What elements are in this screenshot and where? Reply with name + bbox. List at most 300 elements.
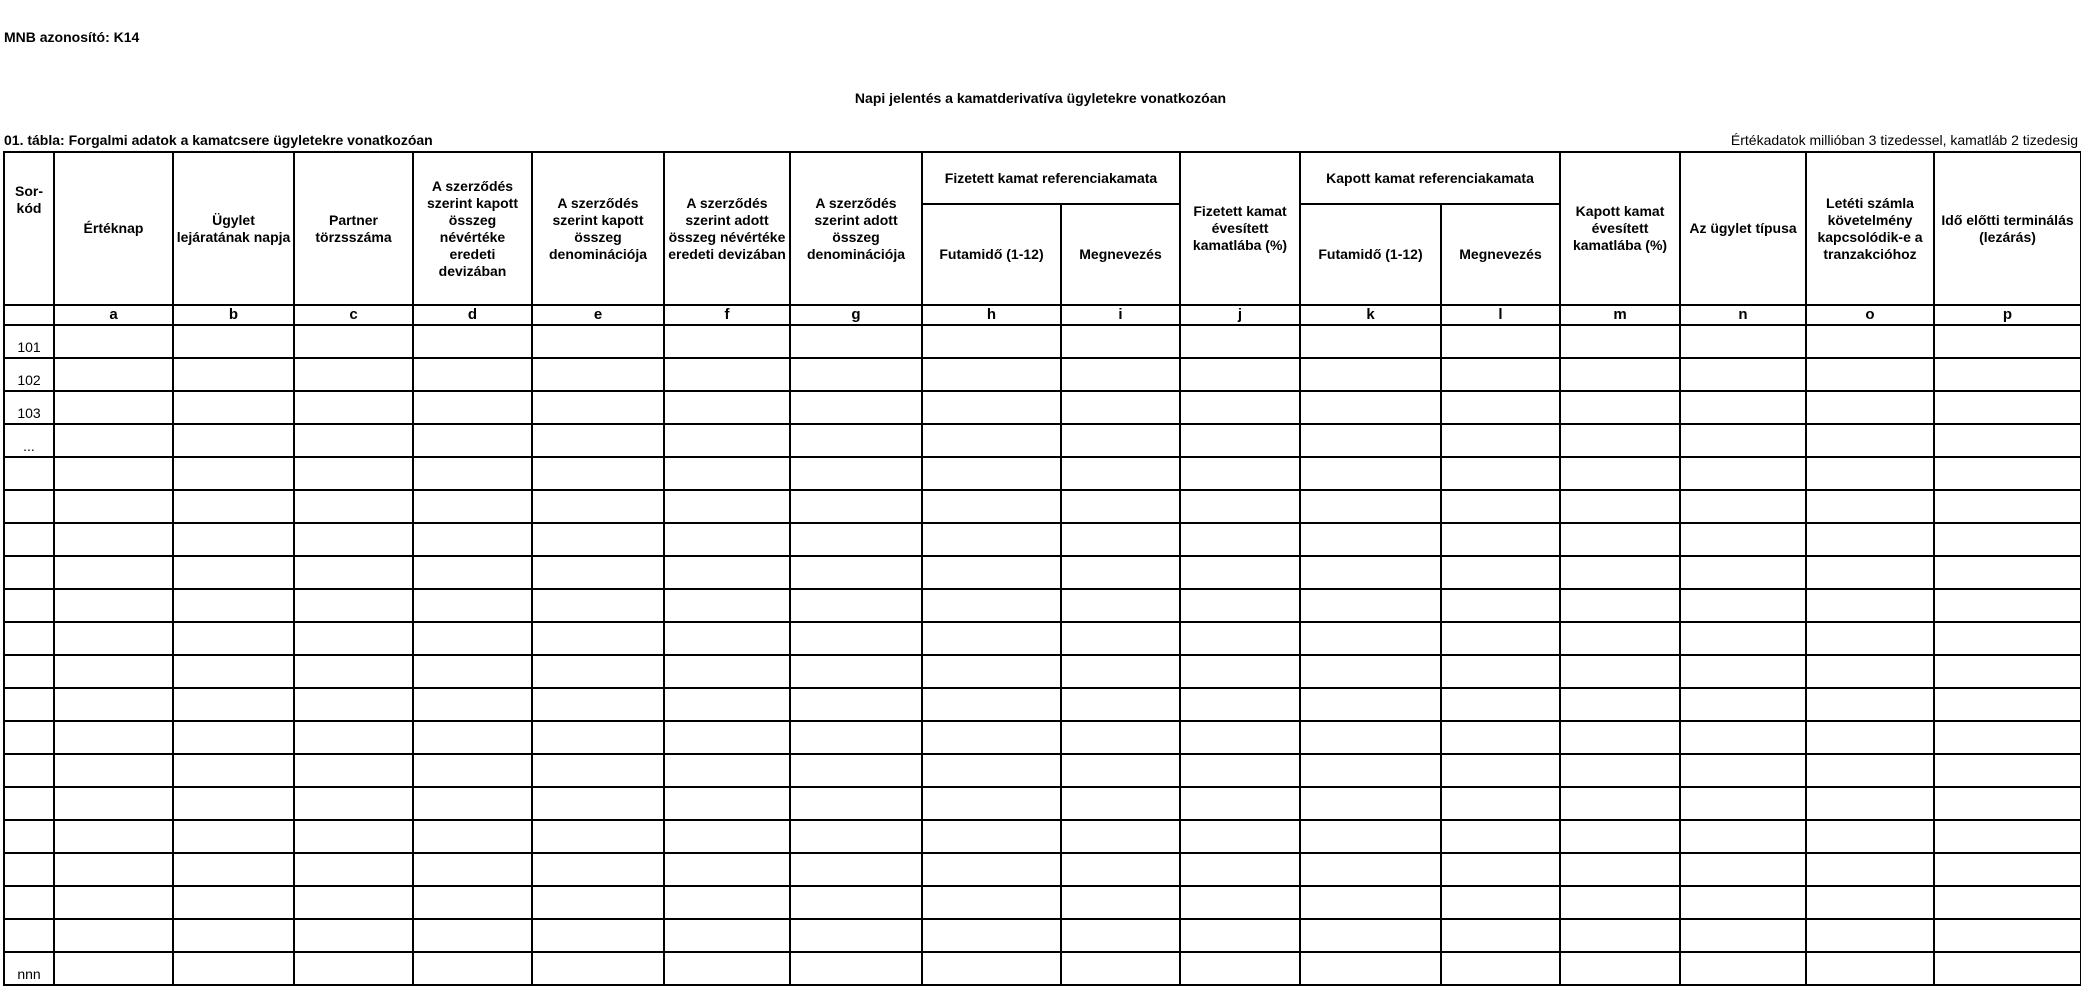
cell-input[interactable] xyxy=(667,888,787,917)
cell-input[interactable] xyxy=(176,690,291,719)
cell-input[interactable] xyxy=(925,525,1058,554)
cell-input[interactable] xyxy=(1937,822,2078,851)
cell-input[interactable] xyxy=(1444,657,1557,686)
cell-input[interactable] xyxy=(297,921,410,950)
cell-input[interactable] xyxy=(1444,723,1557,752)
cell-input[interactable] xyxy=(667,954,787,983)
cell-input[interactable] xyxy=(535,756,661,785)
cell-input[interactable] xyxy=(297,426,410,455)
cell-input[interactable] xyxy=(1809,921,1931,950)
cell-input[interactable] xyxy=(1937,426,2078,455)
cell-input[interactable] xyxy=(1937,459,2078,488)
cell-input[interactable] xyxy=(1563,954,1677,983)
cell-input[interactable] xyxy=(1183,888,1297,917)
cell-input[interactable] xyxy=(1809,393,1931,422)
cell-input[interactable] xyxy=(176,756,291,785)
cell-input[interactable] xyxy=(1937,789,2078,818)
cell-input[interactable] xyxy=(1937,921,2078,950)
cell-input[interactable] xyxy=(793,921,919,950)
cell-input[interactable] xyxy=(1183,393,1297,422)
cell-input[interactable] xyxy=(57,657,170,686)
cell-input[interactable] xyxy=(793,459,919,488)
cell-input[interactable] xyxy=(1563,723,1677,752)
cell-input[interactable] xyxy=(176,591,291,620)
cell-input[interactable] xyxy=(1683,921,1803,950)
cell-input[interactable] xyxy=(1683,393,1803,422)
cell-input[interactable] xyxy=(1064,822,1177,851)
cell-input[interactable] xyxy=(1303,921,1438,950)
cell-input[interactable] xyxy=(667,459,787,488)
cell-input[interactable] xyxy=(1563,624,1677,653)
cell-input[interactable] xyxy=(793,525,919,554)
cell-input[interactable] xyxy=(416,492,529,521)
cell-input[interactable] xyxy=(1683,855,1803,884)
cell-input[interactable] xyxy=(1064,723,1177,752)
cell-input[interactable] xyxy=(793,855,919,884)
cell-input[interactable] xyxy=(1809,624,1931,653)
cell-input[interactable] xyxy=(1303,723,1438,752)
cell-input[interactable] xyxy=(925,954,1058,983)
cell-input[interactable] xyxy=(57,525,170,554)
cell-input[interactable] xyxy=(297,360,410,389)
cell-input[interactable] xyxy=(925,657,1058,686)
cell-input[interactable] xyxy=(1303,657,1438,686)
cell-input[interactable] xyxy=(1683,591,1803,620)
cell-input[interactable] xyxy=(1444,855,1557,884)
cell-input[interactable] xyxy=(57,756,170,785)
cell-input[interactable] xyxy=(57,789,170,818)
cell-input[interactable] xyxy=(1303,855,1438,884)
cell-input[interactable] xyxy=(57,822,170,851)
cell-input[interactable] xyxy=(1563,426,1677,455)
cell-input[interactable] xyxy=(1444,921,1557,950)
cell-input[interactable] xyxy=(1064,459,1177,488)
cell-input[interactable] xyxy=(1563,459,1677,488)
cell-input[interactable] xyxy=(1563,756,1677,785)
cell-input[interactable] xyxy=(667,756,787,785)
cell-input[interactable] xyxy=(535,393,661,422)
cell-input[interactable] xyxy=(1683,327,1803,356)
cell-input[interactable] xyxy=(1444,492,1557,521)
cell-input[interactable] xyxy=(416,624,529,653)
cell-input[interactable] xyxy=(297,822,410,851)
cell-input[interactable] xyxy=(1183,822,1297,851)
cell-input[interactable] xyxy=(57,459,170,488)
cell-input[interactable] xyxy=(793,426,919,455)
cell-input[interactable] xyxy=(297,327,410,356)
cell-input[interactable] xyxy=(1809,492,1931,521)
cell-input[interactable] xyxy=(1937,624,2078,653)
cell-input[interactable] xyxy=(1809,591,1931,620)
cell-input[interactable] xyxy=(925,690,1058,719)
cell-input[interactable] xyxy=(1937,492,2078,521)
cell-input[interactable] xyxy=(416,360,529,389)
cell-input[interactable] xyxy=(1064,393,1177,422)
cell-input[interactable] xyxy=(297,789,410,818)
cell-input[interactable] xyxy=(667,591,787,620)
cell-input[interactable] xyxy=(1444,558,1557,587)
cell-input[interactable] xyxy=(667,822,787,851)
cell-input[interactable] xyxy=(416,591,529,620)
cell-input[interactable] xyxy=(1937,888,2078,917)
cell-input[interactable] xyxy=(1937,657,2078,686)
cell-input[interactable] xyxy=(667,492,787,521)
cell-input[interactable] xyxy=(176,723,291,752)
cell-input[interactable] xyxy=(1444,624,1557,653)
cell-input[interactable] xyxy=(297,690,410,719)
cell-input[interactable] xyxy=(535,855,661,884)
cell-input[interactable] xyxy=(535,888,661,917)
cell-input[interactable] xyxy=(1303,888,1438,917)
cell-input[interactable] xyxy=(1937,723,2078,752)
cell-input[interactable] xyxy=(1064,789,1177,818)
cell-input[interactable] xyxy=(1444,426,1557,455)
cell-input[interactable] xyxy=(1563,657,1677,686)
cell-input[interactable] xyxy=(416,558,529,587)
cell-input[interactable] xyxy=(1937,855,2078,884)
cell-input[interactable] xyxy=(297,591,410,620)
cell-input[interactable] xyxy=(1064,591,1177,620)
cell-input[interactable] xyxy=(176,327,291,356)
cell-input[interactable] xyxy=(925,921,1058,950)
cell-input[interactable] xyxy=(1303,459,1438,488)
cell-input[interactable] xyxy=(1937,690,2078,719)
cell-input[interactable] xyxy=(176,888,291,917)
cell-input[interactable] xyxy=(297,855,410,884)
cell-input[interactable] xyxy=(667,657,787,686)
cell-input[interactable] xyxy=(1444,459,1557,488)
cell-input[interactable] xyxy=(1303,360,1438,389)
cell-input[interactable] xyxy=(1683,459,1803,488)
cell-input[interactable] xyxy=(1183,459,1297,488)
cell-input[interactable] xyxy=(176,954,291,983)
cell-input[interactable] xyxy=(57,921,170,950)
cell-input[interactable] xyxy=(535,360,661,389)
cell-input[interactable] xyxy=(925,789,1058,818)
cell-input[interactable] xyxy=(1683,789,1803,818)
cell-input[interactable] xyxy=(535,492,661,521)
cell-input[interactable] xyxy=(416,789,529,818)
cell-input[interactable] xyxy=(176,426,291,455)
cell-input[interactable] xyxy=(1563,393,1677,422)
cell-input[interactable] xyxy=(1683,624,1803,653)
cell-input[interactable] xyxy=(1183,855,1297,884)
cell-input[interactable] xyxy=(1563,525,1677,554)
cell-input[interactable] xyxy=(1563,558,1677,587)
cell-input[interactable] xyxy=(1937,954,2078,983)
cell-input[interactable] xyxy=(1303,558,1438,587)
cell-input[interactable] xyxy=(1183,756,1297,785)
cell-input[interactable] xyxy=(1563,591,1677,620)
cell-input[interactable] xyxy=(793,888,919,917)
cell-input[interactable] xyxy=(925,558,1058,587)
cell-input[interactable] xyxy=(667,426,787,455)
cell-input[interactable] xyxy=(1064,558,1177,587)
cell-input[interactable] xyxy=(1183,327,1297,356)
cell-input[interactable] xyxy=(1563,327,1677,356)
cell-input[interactable] xyxy=(535,954,661,983)
cell-input[interactable] xyxy=(297,723,410,752)
cell-input[interactable] xyxy=(176,624,291,653)
cell-input[interactable] xyxy=(1183,360,1297,389)
cell-input[interactable] xyxy=(793,723,919,752)
cell-input[interactable] xyxy=(57,492,170,521)
cell-input[interactable] xyxy=(1809,822,1931,851)
cell-input[interactable] xyxy=(1303,756,1438,785)
cell-input[interactable] xyxy=(1183,921,1297,950)
cell-input[interactable] xyxy=(1183,690,1297,719)
cell-input[interactable] xyxy=(1064,954,1177,983)
cell-input[interactable] xyxy=(57,690,170,719)
cell-input[interactable] xyxy=(1809,690,1931,719)
cell-input[interactable] xyxy=(793,327,919,356)
cell-input[interactable] xyxy=(297,525,410,554)
cell-input[interactable] xyxy=(1563,789,1677,818)
cell-input[interactable] xyxy=(793,624,919,653)
cell-input[interactable] xyxy=(1064,657,1177,686)
cell-input[interactable] xyxy=(793,954,919,983)
cell-input[interactable] xyxy=(1683,756,1803,785)
cell-input[interactable] xyxy=(1563,492,1677,521)
cell-input[interactable] xyxy=(667,393,787,422)
cell-input[interactable] xyxy=(535,525,661,554)
cell-input[interactable] xyxy=(1064,492,1177,521)
cell-input[interactable] xyxy=(1809,855,1931,884)
cell-input[interactable] xyxy=(1303,690,1438,719)
cell-input[interactable] xyxy=(297,756,410,785)
cell-input[interactable] xyxy=(1563,888,1677,917)
cell-input[interactable] xyxy=(925,426,1058,455)
cell-input[interactable] xyxy=(793,558,919,587)
cell-input[interactable] xyxy=(1809,459,1931,488)
cell-input[interactable] xyxy=(57,327,170,356)
cell-input[interactable] xyxy=(1937,360,2078,389)
cell-input[interactable] xyxy=(1937,525,2078,554)
cell-input[interactable] xyxy=(1683,690,1803,719)
cell-input[interactable] xyxy=(1683,360,1803,389)
cell-input[interactable] xyxy=(1444,360,1557,389)
cell-input[interactable] xyxy=(416,459,529,488)
cell-input[interactable] xyxy=(1444,888,1557,917)
cell-input[interactable] xyxy=(667,360,787,389)
cell-input[interactable] xyxy=(57,624,170,653)
cell-input[interactable] xyxy=(1183,525,1297,554)
cell-input[interactable] xyxy=(176,393,291,422)
cell-input[interactable] xyxy=(1809,426,1931,455)
cell-input[interactable] xyxy=(57,558,170,587)
cell-input[interactable] xyxy=(416,525,529,554)
cell-input[interactable] xyxy=(416,855,529,884)
cell-input[interactable] xyxy=(1064,624,1177,653)
cell-input[interactable] xyxy=(1683,888,1803,917)
cell-input[interactable] xyxy=(1183,789,1297,818)
cell-input[interactable] xyxy=(535,558,661,587)
cell-input[interactable] xyxy=(416,954,529,983)
cell-input[interactable] xyxy=(925,624,1058,653)
cell-input[interactable] xyxy=(57,888,170,917)
cell-input[interactable] xyxy=(667,525,787,554)
cell-input[interactable] xyxy=(667,723,787,752)
cell-input[interactable] xyxy=(57,954,170,983)
cell-input[interactable] xyxy=(1303,624,1438,653)
cell-input[interactable] xyxy=(1064,888,1177,917)
cell-input[interactable] xyxy=(416,756,529,785)
cell-input[interactable] xyxy=(1809,954,1931,983)
cell-input[interactable] xyxy=(667,558,787,587)
cell-input[interactable] xyxy=(57,855,170,884)
cell-input[interactable] xyxy=(1303,789,1438,818)
cell-input[interactable] xyxy=(1064,690,1177,719)
cell-input[interactable] xyxy=(793,591,919,620)
cell-input[interactable] xyxy=(297,888,410,917)
cell-input[interactable] xyxy=(176,525,291,554)
cell-input[interactable] xyxy=(1183,624,1297,653)
cell-input[interactable] xyxy=(1064,756,1177,785)
cell-input[interactable] xyxy=(535,789,661,818)
cell-input[interactable] xyxy=(1444,591,1557,620)
cell-input[interactable] xyxy=(57,723,170,752)
cell-input[interactable] xyxy=(925,393,1058,422)
cell-input[interactable] xyxy=(1183,558,1297,587)
cell-input[interactable] xyxy=(1183,426,1297,455)
cell-input[interactable] xyxy=(535,624,661,653)
cell-input[interactable] xyxy=(925,360,1058,389)
cell-input[interactable] xyxy=(1303,393,1438,422)
cell-input[interactable] xyxy=(1444,789,1557,818)
cell-input[interactable] xyxy=(1563,822,1677,851)
cell-input[interactable] xyxy=(297,393,410,422)
cell-input[interactable] xyxy=(1563,921,1677,950)
cell-input[interactable] xyxy=(793,657,919,686)
cell-input[interactable] xyxy=(1563,855,1677,884)
cell-input[interactable] xyxy=(793,690,919,719)
cell-input[interactable] xyxy=(1183,492,1297,521)
cell-input[interactable] xyxy=(793,393,919,422)
cell-input[interactable] xyxy=(1183,954,1297,983)
cell-input[interactable] xyxy=(1303,327,1438,356)
cell-input[interactable] xyxy=(1683,657,1803,686)
cell-input[interactable] xyxy=(1683,492,1803,521)
cell-input[interactable] xyxy=(1683,426,1803,455)
cell-input[interactable] xyxy=(925,855,1058,884)
cell-input[interactable] xyxy=(793,822,919,851)
cell-input[interactable] xyxy=(535,327,661,356)
cell-input[interactable] xyxy=(1809,360,1931,389)
cell-input[interactable] xyxy=(1937,558,2078,587)
cell-input[interactable] xyxy=(1064,360,1177,389)
cell-input[interactable] xyxy=(57,393,170,422)
cell-input[interactable] xyxy=(1064,426,1177,455)
cell-input[interactable] xyxy=(925,723,1058,752)
cell-input[interactable] xyxy=(793,789,919,818)
cell-input[interactable] xyxy=(416,426,529,455)
cell-input[interactable] xyxy=(925,327,1058,356)
cell-input[interactable] xyxy=(1937,591,2078,620)
cell-input[interactable] xyxy=(176,492,291,521)
cell-input[interactable] xyxy=(1809,558,1931,587)
cell-input[interactable] xyxy=(793,360,919,389)
cell-input[interactable] xyxy=(1444,690,1557,719)
cell-input[interactable] xyxy=(667,624,787,653)
cell-input[interactable] xyxy=(416,822,529,851)
cell-input[interactable] xyxy=(1183,591,1297,620)
cell-input[interactable] xyxy=(1444,954,1557,983)
cell-input[interactable] xyxy=(1303,591,1438,620)
cell-input[interactable] xyxy=(1444,756,1557,785)
cell-input[interactable] xyxy=(416,723,529,752)
cell-input[interactable] xyxy=(57,591,170,620)
cell-input[interactable] xyxy=(667,789,787,818)
cell-input[interactable] xyxy=(1937,327,2078,356)
cell-input[interactable] xyxy=(176,459,291,488)
cell-input[interactable] xyxy=(1563,360,1677,389)
cell-input[interactable] xyxy=(535,822,661,851)
cell-input[interactable] xyxy=(176,921,291,950)
cell-input[interactable] xyxy=(793,756,919,785)
cell-input[interactable] xyxy=(793,492,919,521)
cell-input[interactable] xyxy=(297,558,410,587)
cell-input[interactable] xyxy=(535,921,661,950)
cell-input[interactable] xyxy=(176,855,291,884)
cell-input[interactable] xyxy=(1809,888,1931,917)
cell-input[interactable] xyxy=(297,624,410,653)
cell-input[interactable] xyxy=(925,756,1058,785)
cell-input[interactable] xyxy=(1683,723,1803,752)
cell-input[interactable] xyxy=(176,360,291,389)
cell-input[interactable] xyxy=(176,657,291,686)
cell-input[interactable] xyxy=(416,888,529,917)
cell-input[interactable] xyxy=(297,492,410,521)
cell-input[interactable] xyxy=(535,723,661,752)
cell-input[interactable] xyxy=(1183,657,1297,686)
cell-input[interactable] xyxy=(1683,822,1803,851)
cell-input[interactable] xyxy=(1303,492,1438,521)
cell-input[interactable] xyxy=(1809,327,1931,356)
cell-input[interactable] xyxy=(925,591,1058,620)
cell-input[interactable] xyxy=(416,921,529,950)
cell-input[interactable] xyxy=(925,492,1058,521)
cell-input[interactable] xyxy=(535,657,661,686)
cell-input[interactable] xyxy=(1683,954,1803,983)
cell-input[interactable] xyxy=(1937,393,2078,422)
cell-input[interactable] xyxy=(1444,822,1557,851)
cell-input[interactable] xyxy=(667,690,787,719)
cell-input[interactable] xyxy=(1809,525,1931,554)
cell-input[interactable] xyxy=(1444,525,1557,554)
cell-input[interactable] xyxy=(925,459,1058,488)
cell-input[interactable] xyxy=(1563,690,1677,719)
cell-input[interactable] xyxy=(416,393,529,422)
cell-input[interactable] xyxy=(1064,525,1177,554)
cell-input[interactable] xyxy=(297,954,410,983)
cell-input[interactable] xyxy=(1064,855,1177,884)
cell-input[interactable] xyxy=(1303,822,1438,851)
cell-input[interactable] xyxy=(1303,954,1438,983)
cell-input[interactable] xyxy=(667,921,787,950)
cell-input[interactable] xyxy=(416,657,529,686)
cell-input[interactable] xyxy=(57,426,170,455)
cell-input[interactable] xyxy=(1683,558,1803,587)
cell-input[interactable] xyxy=(1809,756,1931,785)
cell-input[interactable] xyxy=(535,690,661,719)
cell-input[interactable] xyxy=(176,822,291,851)
cell-input[interactable] xyxy=(925,888,1058,917)
cell-input[interactable] xyxy=(416,690,529,719)
cell-input[interactable] xyxy=(667,855,787,884)
cell-input[interactable] xyxy=(1444,393,1557,422)
cell-input[interactable] xyxy=(1064,327,1177,356)
cell-input[interactable] xyxy=(925,822,1058,851)
